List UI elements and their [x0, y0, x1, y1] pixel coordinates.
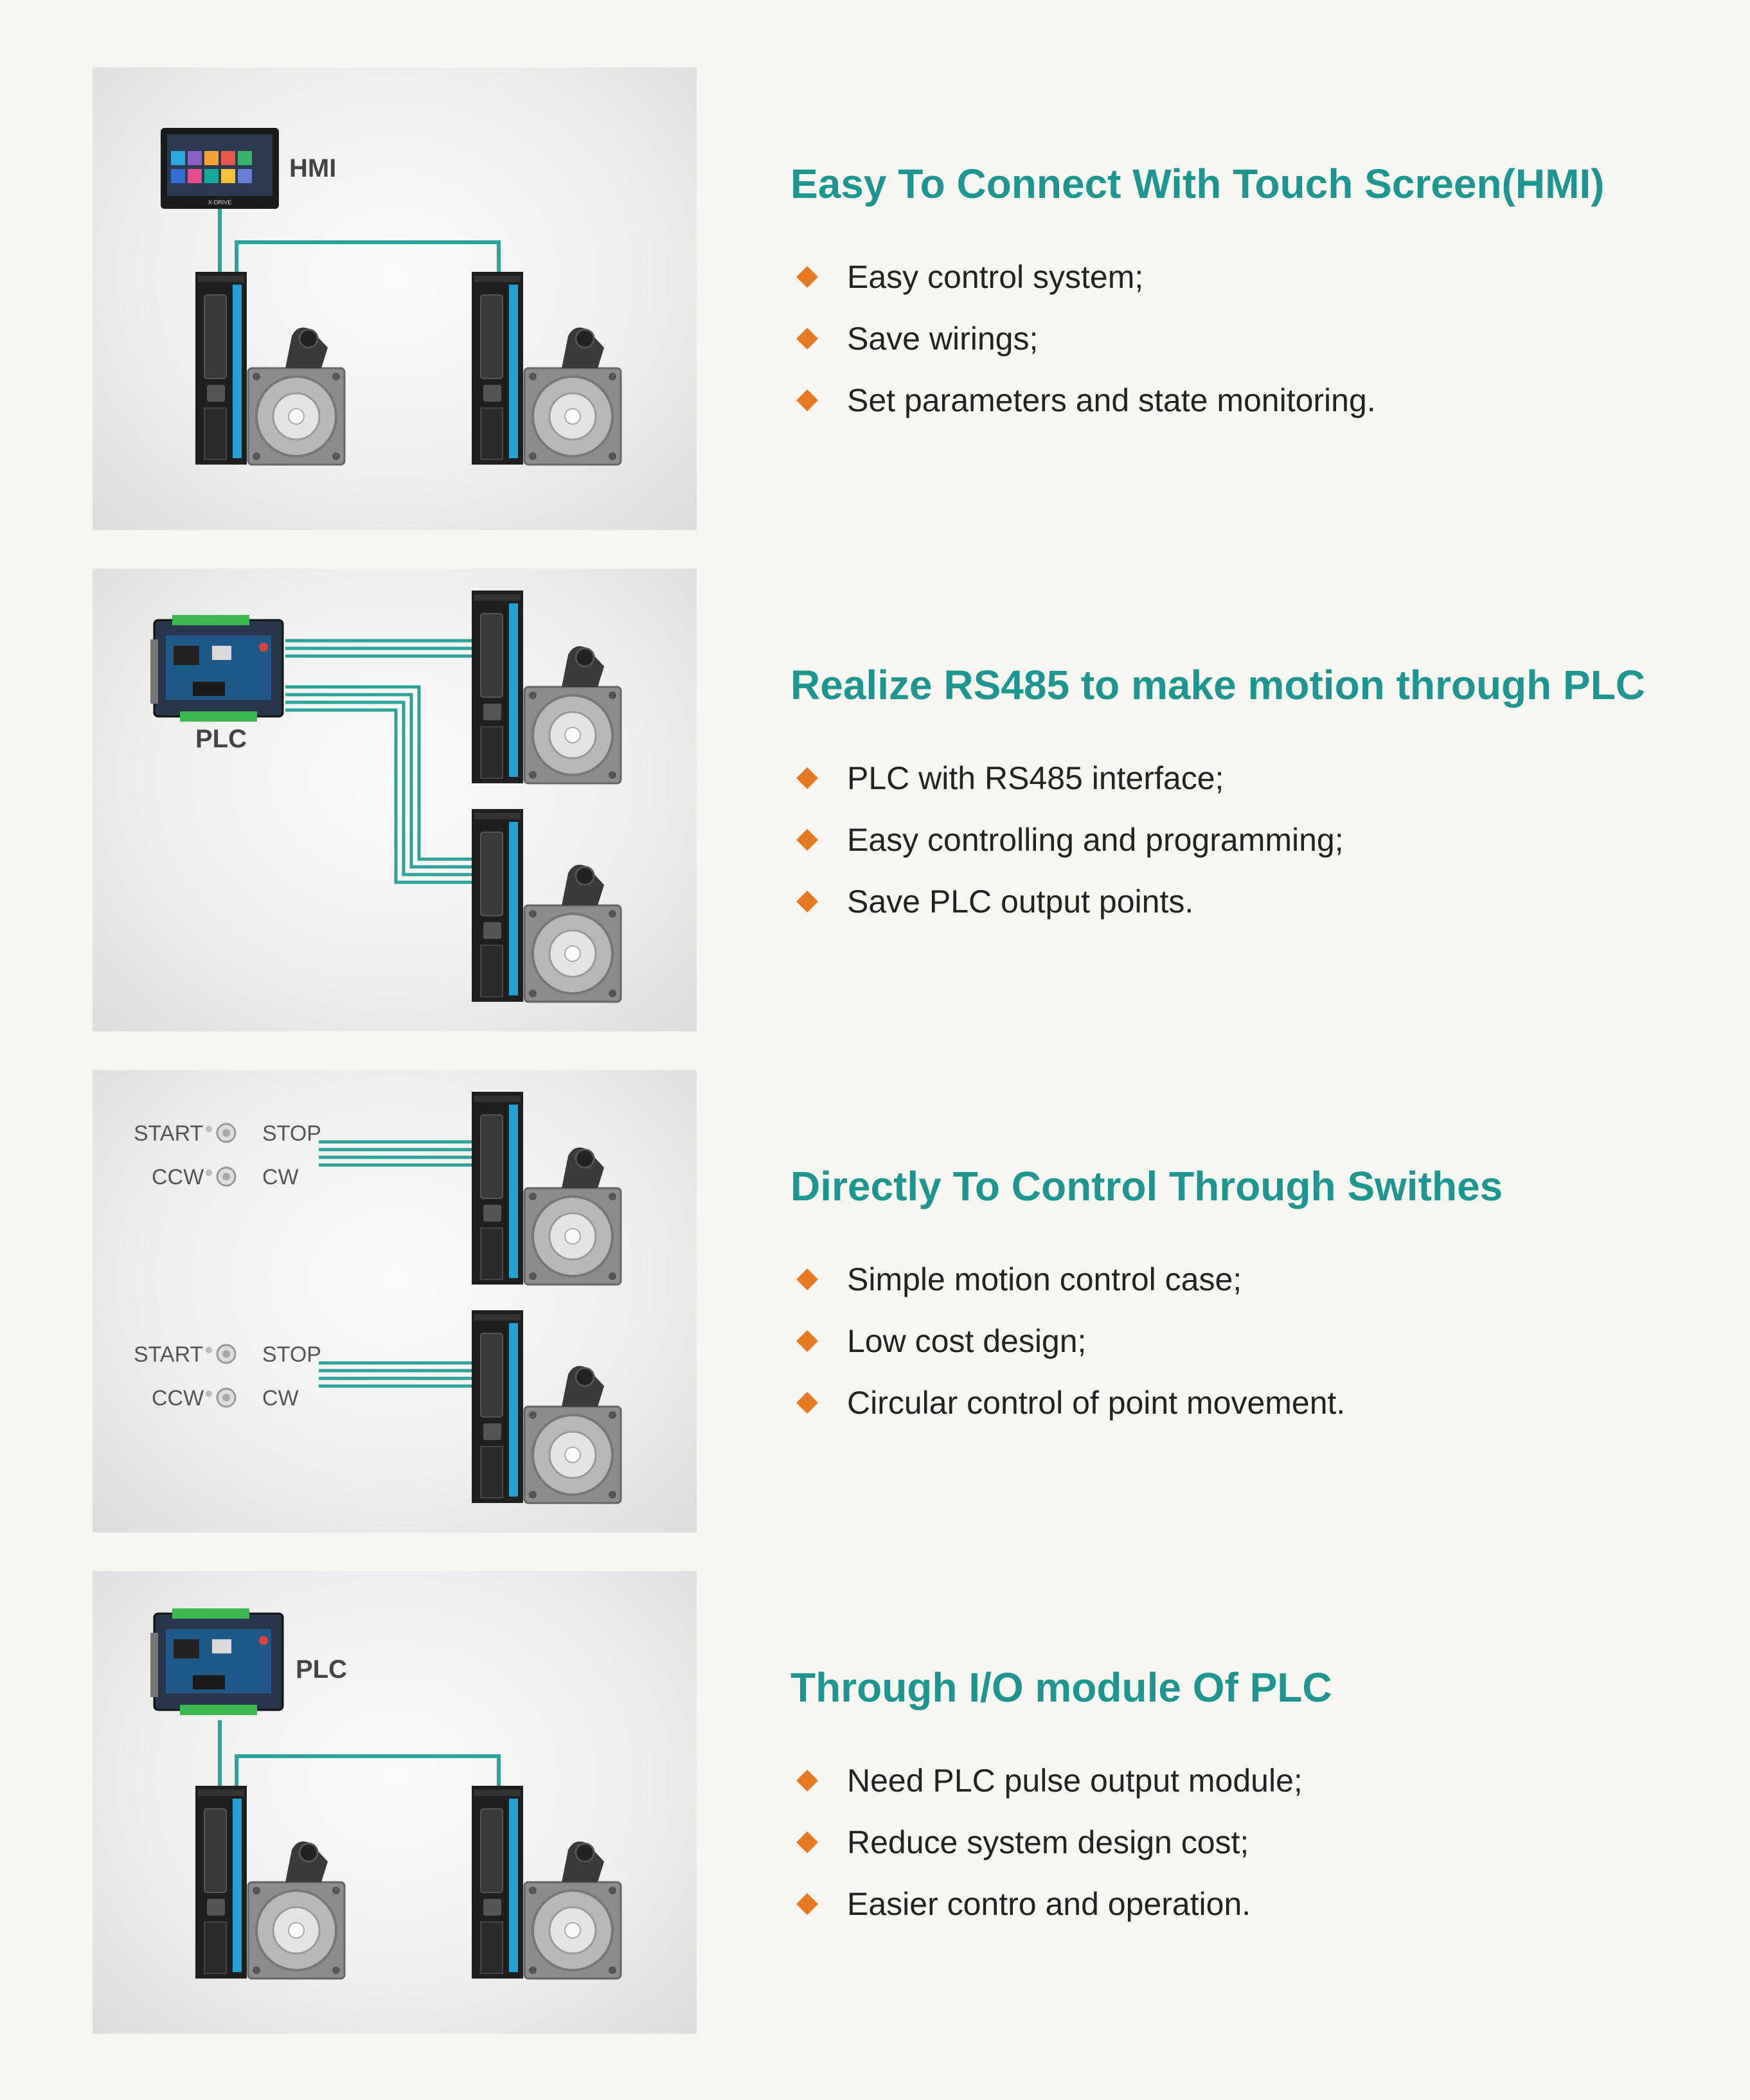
- servo-driver-icon: [472, 272, 523, 465]
- diamond-bullet-icon: [796, 328, 818, 350]
- hmi-label: HMI: [289, 154, 337, 182]
- servo-system-1: [472, 591, 621, 783]
- hmi-connection-diagram: [93, 67, 697, 530]
- diamond-bullet-icon: [796, 389, 818, 411]
- feature-item: Save PLC output points.: [790, 871, 1344, 932]
- feature-item: Simple motion control case;: [790, 1249, 1345, 1310]
- feature-list: [790, 747, 1344, 932]
- section-hmi: [0, 67, 1750, 530]
- servo-system-1: [195, 1786, 344, 1979]
- servo-motor-icon: [524, 328, 621, 465]
- diamond-bullet-icon: [796, 891, 818, 912]
- servo-motor-icon: [524, 1148, 621, 1285]
- diamond-bullet-icon: [796, 767, 818, 789]
- feature-item: PLC with RS485 interface;: [790, 747, 1344, 809]
- servo-system-2: [472, 272, 621, 465]
- io-diagram-panel: [93, 1571, 697, 2034]
- switches-connection-diagram: [93, 1070, 697, 1533]
- ccw-label: CCW: [152, 1386, 204, 1410]
- plc-label: PLC: [296, 1655, 347, 1684]
- start-label: START: [134, 1342, 204, 1367]
- switch-group-1: [134, 1121, 321, 1189]
- section-title: Through I/O module Of PLC: [790, 1664, 1332, 1711]
- rs485-wires: [285, 641, 478, 882]
- diamond-bullet-icon: [796, 1831, 818, 1853]
- plc-module-icon: [150, 1608, 283, 1715]
- servo-system-1: [195, 272, 344, 465]
- hmi-wire: [220, 209, 499, 273]
- servo-driver-icon: [472, 809, 523, 1002]
- servo-motor-icon: [524, 1366, 621, 1503]
- servo-driver-icon: [472, 1310, 523, 1503]
- servo-driver-icon: [472, 591, 523, 783]
- diamond-bullet-icon: [796, 1770, 818, 1792]
- section-title: Easy To Connect With Touch Screen(HMI): [790, 161, 1605, 207]
- servo-motor-icon: [248, 328, 344, 465]
- feature-item: Easy controlling and programming;: [790, 809, 1344, 871]
- diamond-bullet-icon: [796, 1330, 818, 1352]
- rs485-diagram-panel: [93, 569, 697, 1031]
- ccw-cw-switch-icon: [206, 1389, 235, 1407]
- switch-group-2: [134, 1342, 321, 1410]
- feature-item: Low cost design;: [790, 1310, 1345, 1372]
- start-label: START: [134, 1121, 204, 1146]
- hmi-brand-label: X-DRIVE: [208, 199, 232, 206]
- servo-driver-icon: [472, 1092, 523, 1285]
- diamond-bullet-icon: [796, 1268, 818, 1290]
- servo-system-2: [472, 1310, 621, 1503]
- switch-wires-1: [319, 1142, 478, 1165]
- start-stop-switch-icon: [206, 1124, 235, 1142]
- feature-item: Save wirings;: [790, 308, 1376, 369]
- stop-label: STOP: [262, 1121, 321, 1146]
- section-title: Realize RS485 to make motion through PLC: [790, 662, 1645, 708]
- feature-list: [790, 246, 1376, 431]
- plc-module-icon: [150, 615, 283, 722]
- plc-label: PLC: [195, 725, 247, 753]
- diamond-bullet-icon: [796, 1392, 818, 1414]
- section-switches: [0, 1070, 1750, 1533]
- section-rs485: [0, 569, 1750, 1031]
- switch-wires-2: [319, 1363, 478, 1386]
- hmi-diagram-panel: [93, 67, 697, 530]
- feature-item: Reduce system design cost;: [790, 1811, 1303, 1873]
- io-wire: [220, 1720, 499, 1787]
- ccw-cw-switch-icon: [206, 1168, 235, 1186]
- servo-motor-icon: [524, 646, 621, 783]
- feature-item: Easier contro and operation.: [790, 1873, 1303, 1935]
- servo-system-1: [472, 1092, 621, 1285]
- servo-motor-icon: [248, 1842, 344, 1979]
- switches-diagram-panel: [93, 1070, 697, 1533]
- diamond-bullet-icon: [796, 266, 818, 288]
- diamond-bullet-icon: [796, 829, 818, 851]
- cw-label: CW: [262, 1386, 299, 1410]
- servo-driver-icon: [472, 1786, 523, 1979]
- diamond-bullet-icon: [796, 1893, 818, 1915]
- section-io-module: [0, 1571, 1750, 2034]
- servo-motor-icon: [524, 1842, 621, 1979]
- hmi-touchscreen-icon: [161, 128, 279, 209]
- cw-label: CW: [262, 1165, 299, 1189]
- feature-list: [790, 1249, 1345, 1434]
- io-connection-diagram: [93, 1571, 697, 2034]
- feature-list: [790, 1750, 1303, 1935]
- servo-system-2: [472, 809, 621, 1002]
- servo-driver-icon: [195, 272, 247, 465]
- servo-driver-icon: [195, 1786, 247, 1979]
- feature-item: Set parameters and state monitoring.: [790, 369, 1376, 431]
- servo-system-2: [472, 1786, 621, 1979]
- feature-item: Circular control of point movement.: [790, 1372, 1345, 1434]
- stop-label: STOP: [262, 1342, 321, 1367]
- start-stop-switch-icon: [206, 1345, 235, 1363]
- feature-item: Easy control system;: [790, 246, 1376, 308]
- feature-item: Need PLC pulse output module;: [790, 1750, 1303, 1811]
- section-title: Directly To Control Through Swithes: [790, 1163, 1503, 1209]
- rs485-connection-diagram: [93, 569, 697, 1031]
- ccw-label: CCW: [152, 1165, 204, 1189]
- servo-motor-icon: [524, 865, 621, 1002]
